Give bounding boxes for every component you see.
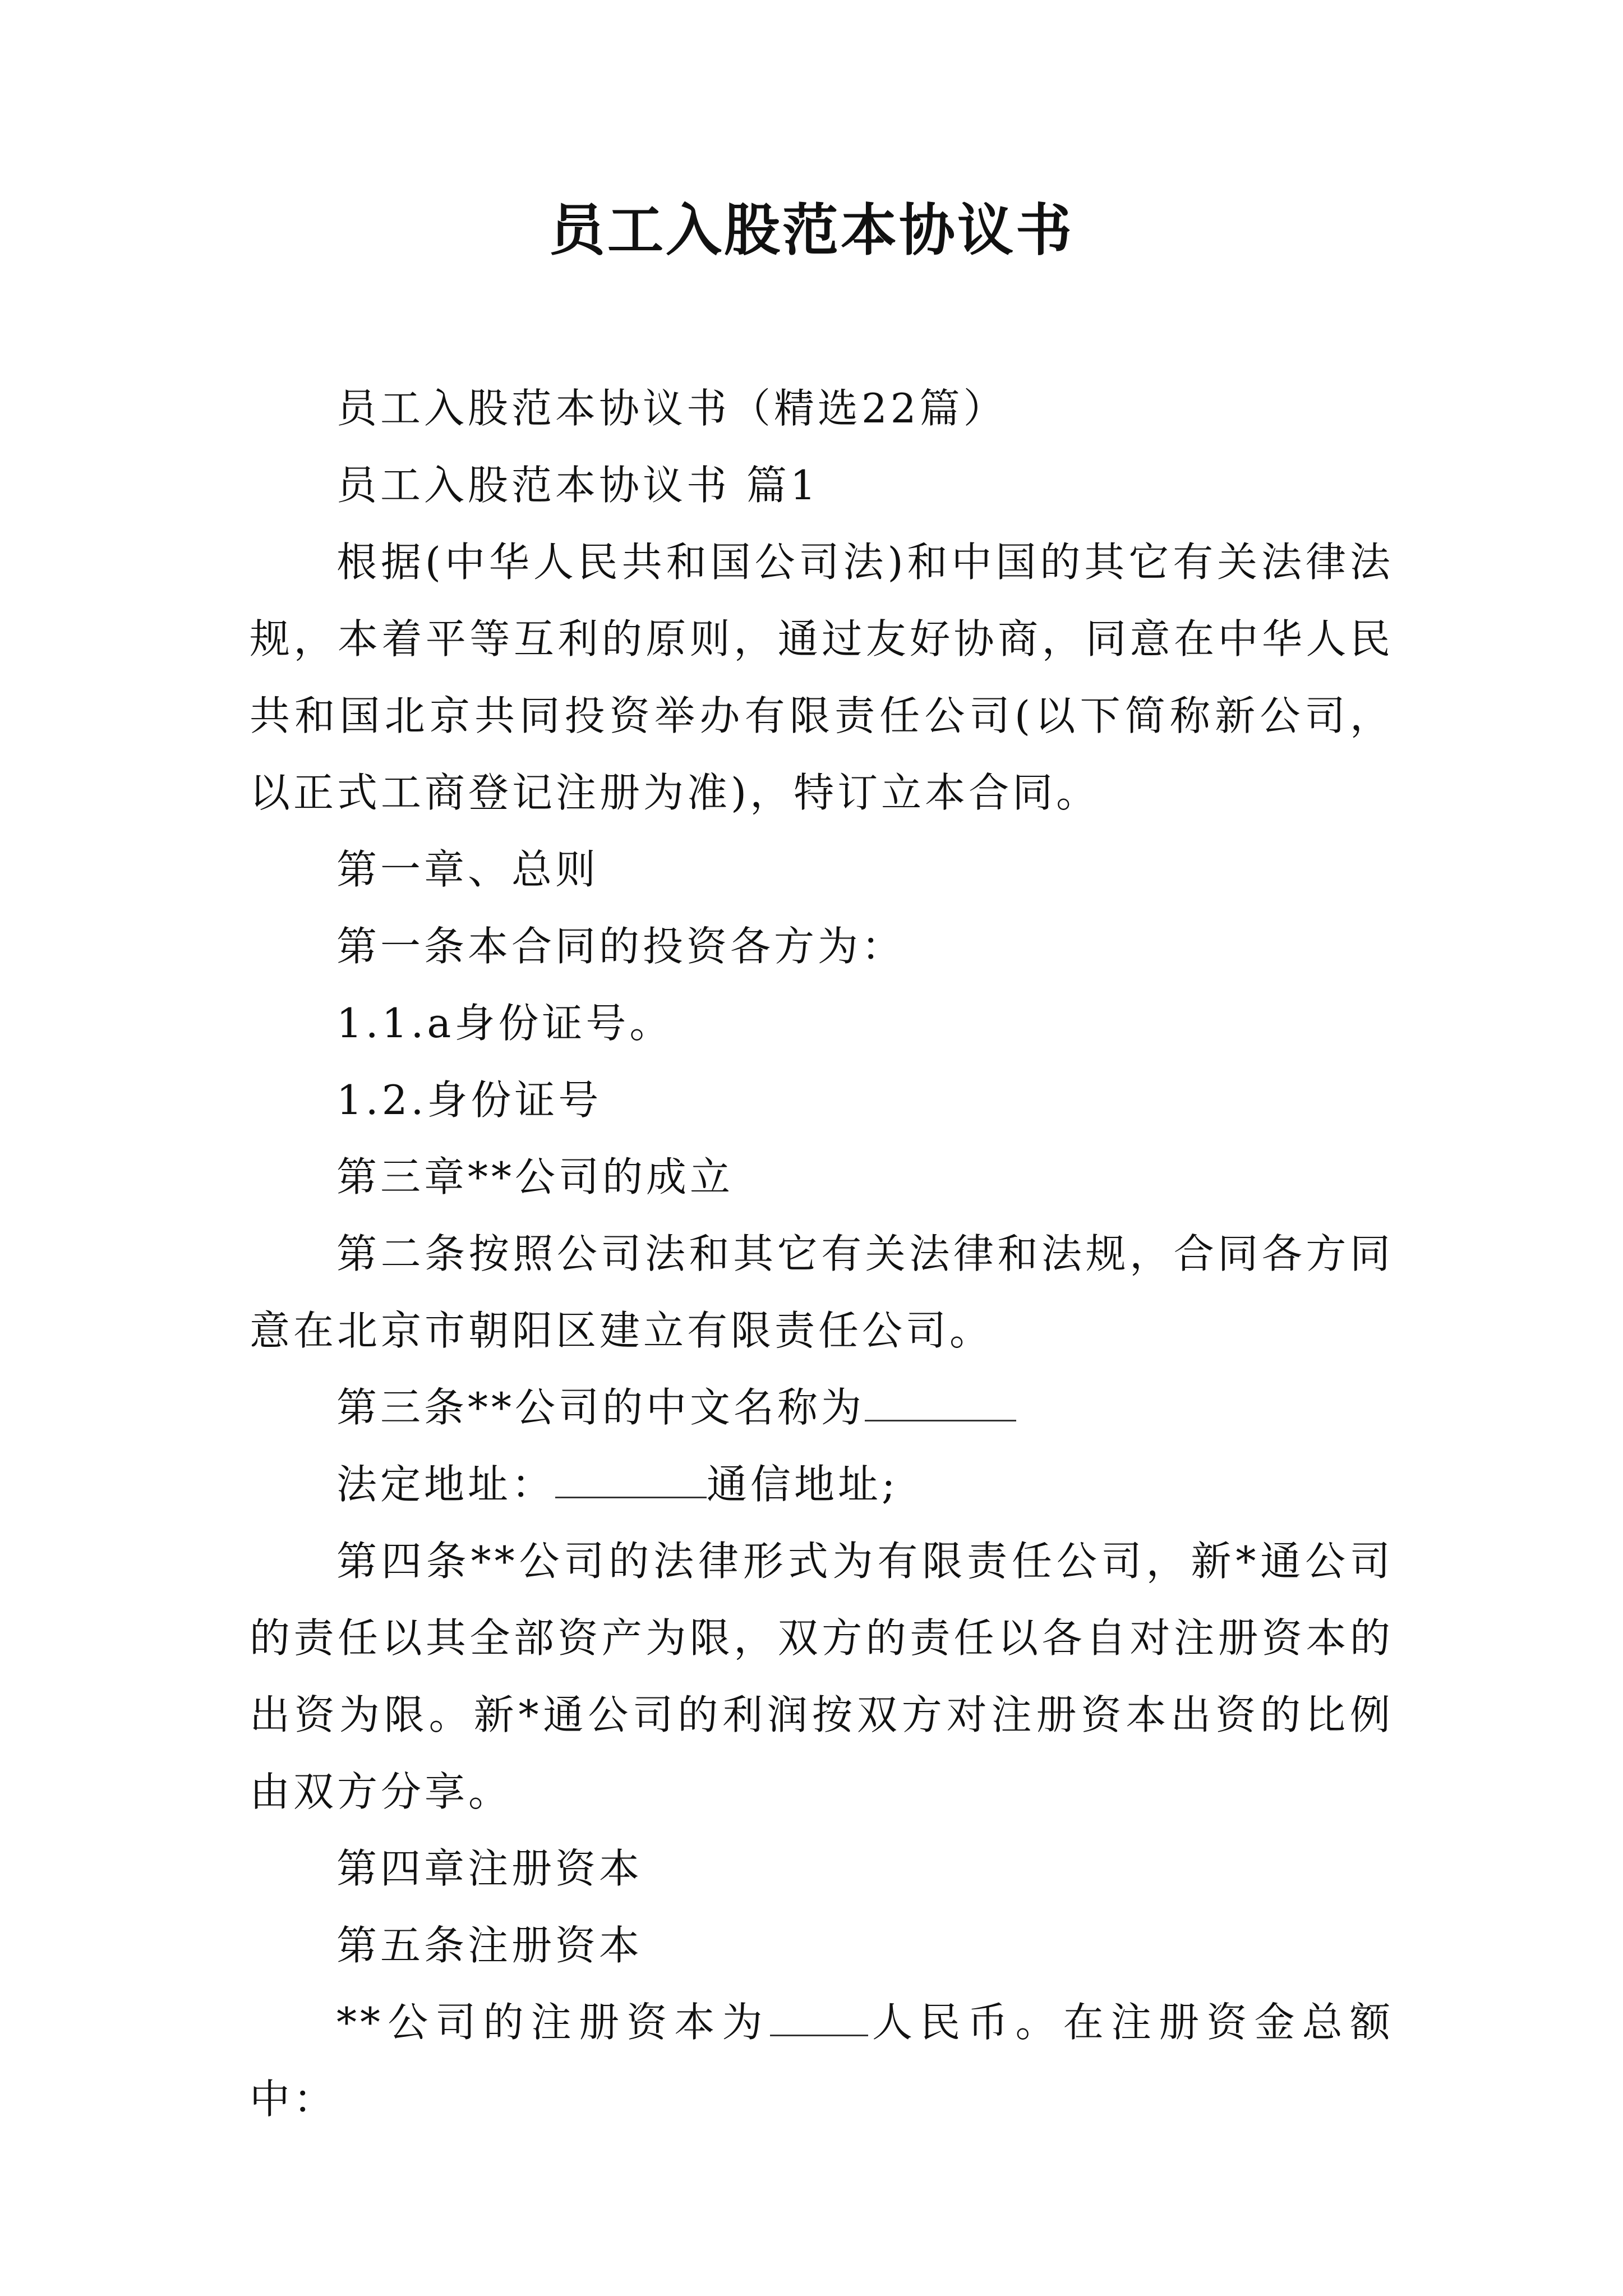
capital-suffix: 人民币。在注册资金总额中： [250, 1999, 1394, 2123]
paragraph-article-3 [250, 1369, 1394, 1446]
paragraph-chapter-1: 第一章、总则 [336, 846, 600, 893]
paragraph-section-heading: 员工入股范本协议书 篇1 [336, 462, 819, 509]
article-3-text: 第三条**公司的中文名称为 [336, 1384, 865, 1431]
paragraph-address [250, 1446, 1394, 1523]
address-label: 法定地址： [336, 1461, 556, 1508]
legal-address-blank [555, 1447, 707, 1498]
paragraph-capital [250, 1984, 1394, 2138]
paragraph-chapter-3: 第三章**公司的成立 [336, 1153, 734, 1200]
paragraph-article-2: 第二条按照公司法和其它有关法律和法规，合同各方同意在北京市朝阳区建立有限责任公司。 [250, 1230, 1394, 1354]
capital-amount-blank [770, 1985, 868, 2036]
paragraph-preamble: 根据(中华人民共和国公司法)和中国的其它有关法律法规，本着平等互利的原则，通过友好协商，同意在中华人民共和国北京共同投资举办有限责任公司(以下简称新公司，以正式工商登记注册为准)，特订立本合同。 [250, 539, 1394, 816]
document-body [250, 370, 1394, 2138]
company-name-blank [865, 1370, 1016, 1421]
address-suffix: 通信地址; [707, 1461, 899, 1508]
paragraph-article-5: 第五条注册资本 [336, 1922, 643, 1969]
paragraph-item-1-1: 1.1.a身份证号。 [336, 1000, 674, 1047]
paragraph-item-1-2: 1.2.身份证号 [336, 1076, 602, 1124]
paragraph-subtitle: 员工入股范本协议书（精选22篇） [336, 385, 1007, 432]
paragraph-article-1: 第一条本合同的投资各方为： [336, 923, 906, 970]
capital-prefix: **公司的注册资本为 [336, 1999, 770, 2046]
paragraph-chapter-4: 第四章注册资本 [336, 1845, 643, 1892]
paragraph-article-4: 第四条**公司的法律形式为有限责任公司，新*通公司的责任以其全部资产为限，双方的责任以各自对注册资本的出资为限。新*通公司的利润按双方对注册资本出资的比例由双方分享。 [250, 1538, 1394, 1815]
document-title: 员工入股范本协议书 [549, 197, 1074, 263]
